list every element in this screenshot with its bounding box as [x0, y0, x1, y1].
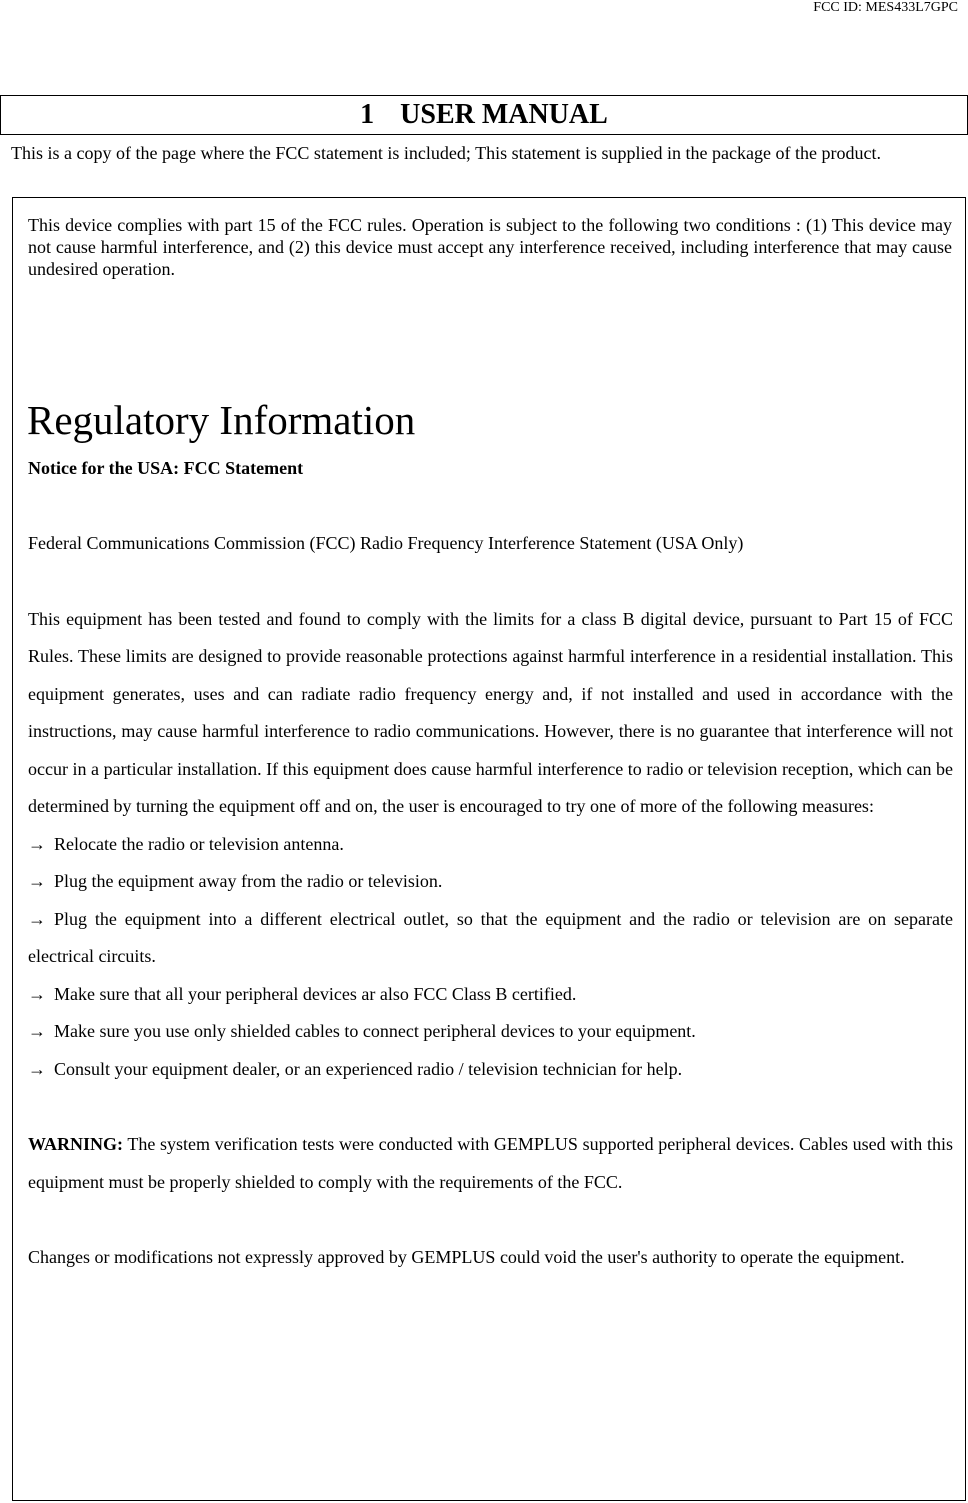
- list-item: [28, 901, 953, 976]
- measure-text: Consult your equipment dealer, or an experienced radio / television technician for help.: [54, 1058, 683, 1079]
- list-item: [28, 863, 953, 901]
- list-item: [28, 1051, 953, 1089]
- warning-text: The system verification tests were conducted with GEMPLUS supported peripheral devices. Cables used with this equipment must be properly shielded to comply with the requirements of the FCC.: [28, 1134, 953, 1192]
- section-title: [0, 95, 968, 135]
- arrow-right-icon: →: [28, 833, 46, 854]
- intro-text: This is a copy of the page where the FCC statement is included; This statement is supplied in the package of the product.: [11, 143, 881, 163]
- arrow-right-icon: →: [28, 983, 46, 1004]
- list-item: [28, 826, 953, 864]
- notice-heading: Notice for the USA: FCC Statement: [28, 458, 304, 478]
- list-item: [28, 1013, 953, 1051]
- measure-text: Relocate the radio or television antenna.: [54, 833, 344, 854]
- regulatory-title: Regulatory Information: [27, 397, 416, 443]
- equipment-paragraph: This equipment has been tested and found to comply with the limits for a class B digital device, pursuant to Part 15 of FCC Rules. These limits are designed to provide reasonable protections against harmful interference in a residential installation. This equipment generates, uses and can radiate radio frequency energy and, if not installed and used in accordance with the instructions, may cause harmful interference to radio communications. However, there is no guarantee that interference will not occur in a particular installation. If this equipment does cause harmful interference to radio or television reception, which can be determined by turning the equipment off and on, the user is encouraged to try one of more of the following measures:: [28, 608, 953, 816]
- statement-body: [28, 450, 953, 1277]
- warning-paragraph: [28, 1126, 953, 1201]
- arrow-right-icon: →: [28, 1058, 46, 1079]
- section-number: 1: [360, 99, 375, 130]
- list-item: [28, 976, 953, 1014]
- fcc-title: Federal Communications Commission (FCC) Radio Frequency Interference Statement (USA Only): [28, 533, 744, 553]
- section-title-text: USER MANUAL: [400, 99, 608, 130]
- measure-text: Plug the equipment away from the radio or television.: [54, 871, 443, 891]
- measure-text: Plug the equipment into a different electrical outlet, so that the equipment and the radio or television are on separate electrical circuits.: [28, 908, 953, 966]
- changes-paragraph: Changes or modifications not expressly approved by GEMPLUS could void the user's authority to operate the equipment.: [28, 1247, 905, 1267]
- compliance-text: This device complies with part 15 of the FCC rules. Operation is subject to the following two conditions : (1) This device may not cause harmful interference, and (2) this device must accept any interference received, including interference that may cause undesired operation.: [28, 215, 952, 279]
- fcc-statement-box: [12, 197, 966, 1501]
- fcc-id-header: FCC ID: MES433L7GPC: [813, 0, 958, 15]
- warning-label: WARNING:: [28, 1134, 124, 1154]
- arrow-right-icon: →: [28, 871, 46, 891]
- measure-text: Make sure that all your peripheral devices ar also FCC Class B certified.: [54, 983, 577, 1004]
- measure-text: Make sure you use only shielded cables to connect peripheral devices to your equipment.: [54, 1021, 696, 1041]
- arrow-right-icon: →: [28, 1021, 46, 1041]
- arrow-right-icon: →: [28, 908, 46, 929]
